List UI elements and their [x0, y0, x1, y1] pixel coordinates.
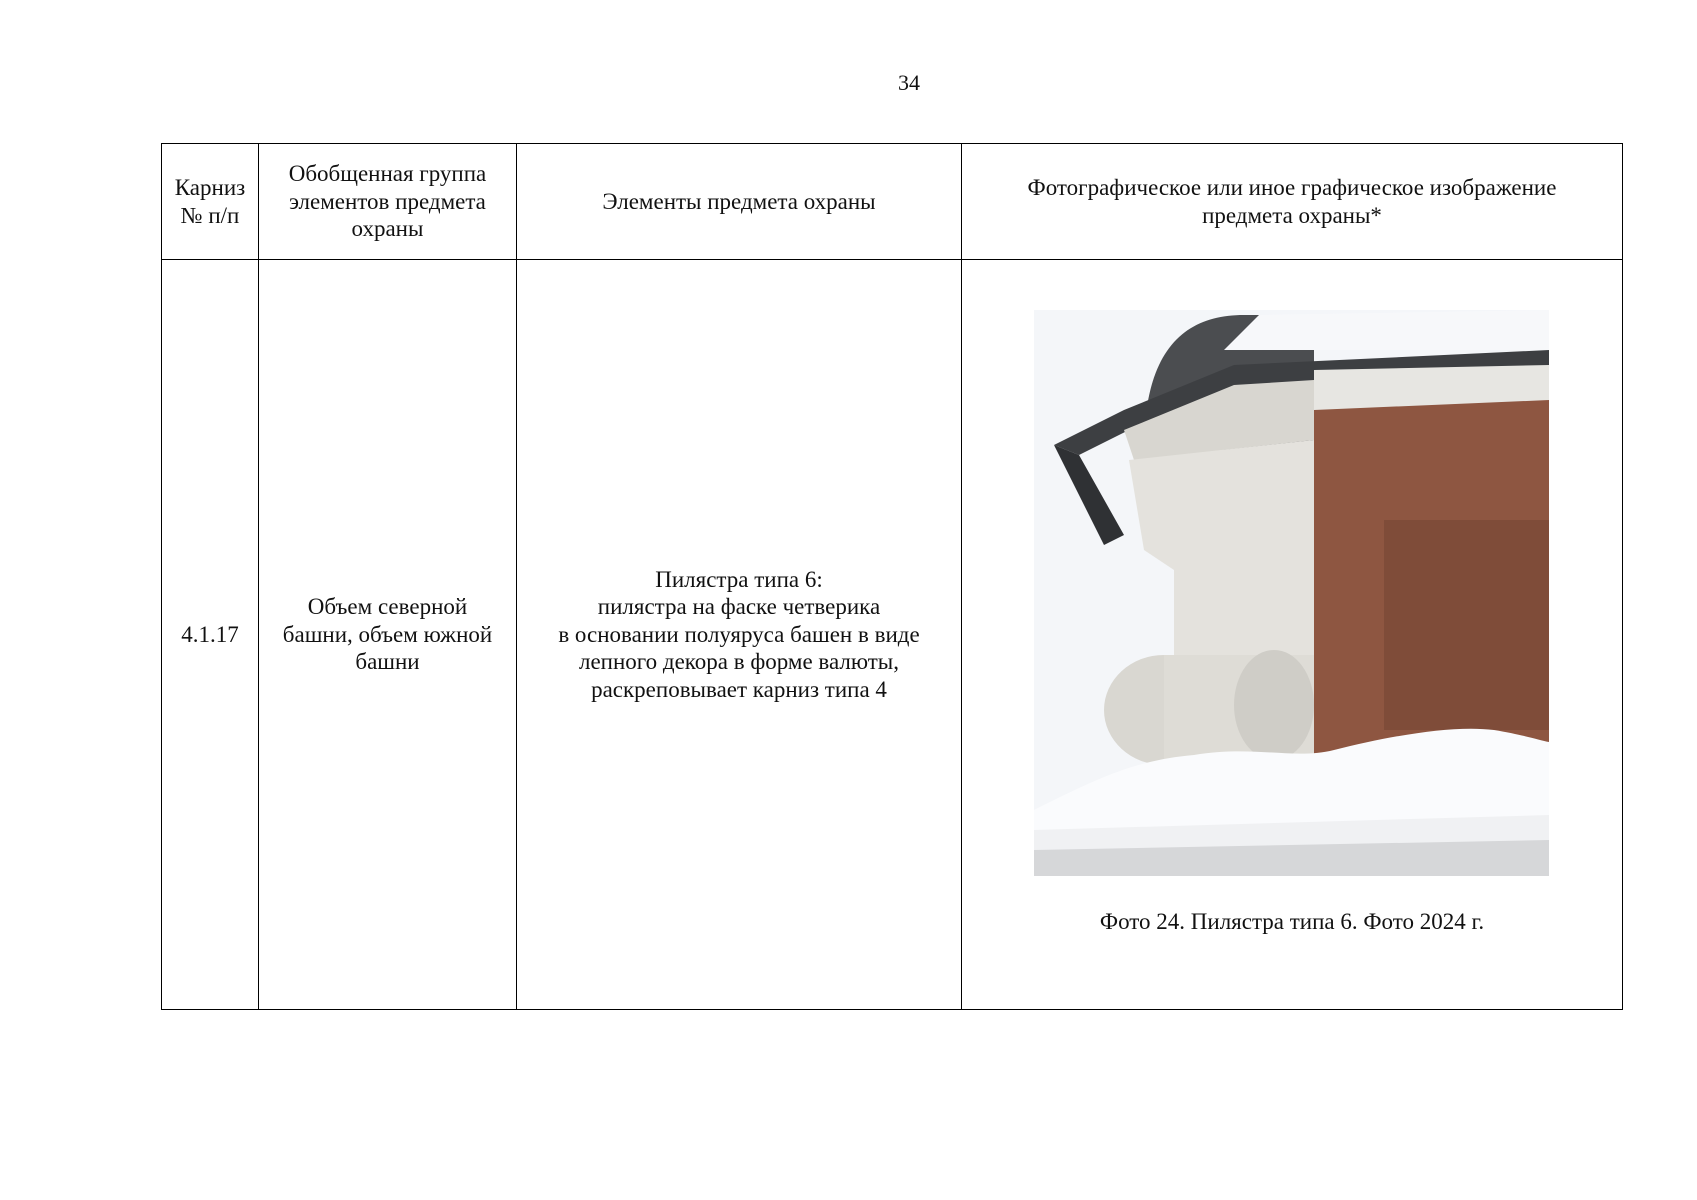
header-elements: Элементы предмета охраны [517, 144, 962, 260]
header-image: Фотографическое или иное графическое изображение предмета охраны* [962, 144, 1623, 260]
photo-caption: Фото 24. Пилястра типа 6. Фото 2024 г. [1099, 909, 1485, 934]
row-photo-cell [962, 260, 1623, 1010]
table-row [162, 260, 1623, 1010]
photo-roof-snow [1224, 310, 1549, 350]
header-group: Обобщенная группа элементов предмета охраны [259, 144, 517, 260]
photo-brick-panel [1384, 520, 1549, 730]
row-number: 4.1.17 [162, 260, 259, 1010]
protection-elements-table [161, 143, 1623, 1010]
table-header-row [162, 144, 1623, 260]
photo-volute-end [1234, 650, 1314, 760]
header-number: Карниз № п/п [162, 144, 259, 260]
row-elements: Пилястра типа 6: пилястра на фаске четверика в основании полуяруса башен в виде лепного декора в форме валюты, раскреповывает карниз типа 4 [517, 260, 962, 1010]
pilaster-photo [1034, 310, 1549, 876]
page-number: 34 [898, 70, 920, 95]
row-group: Объем северной башни, объем южной башни [259, 260, 517, 1010]
